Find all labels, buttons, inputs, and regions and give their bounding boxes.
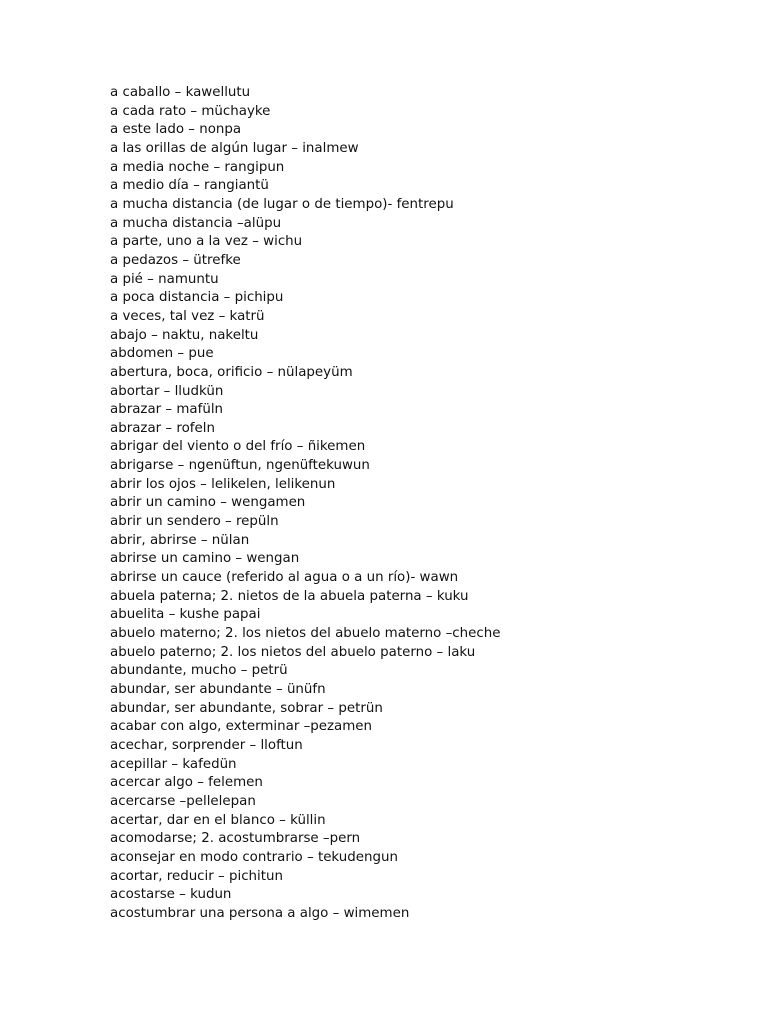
glossary-entry: abrir los ojos – lelikelen, lelikenun: [110, 476, 336, 492]
glossary-entry: a cada rato – müchayke: [110, 103, 271, 119]
glossary-entry: abundante, mucho – petrü: [110, 663, 288, 679]
glossary-entry: acomodarse; 2. acostumbrarse –pern: [110, 831, 361, 847]
glossary-entry: abrigar del viento o del frío – ñikemen: [110, 439, 366, 455]
glossary-entry: acostarse – kudun: [110, 887, 232, 903]
glossary-entry: a caballo – kawellutu: [110, 85, 251, 100]
glossary-entry: a mucha distancia (de lugar o de tiempo)- fentrepu: [110, 196, 454, 212]
glossary-entry: acertar, dar en el blanco – küllin: [110, 812, 326, 828]
glossary-entry: acabar con algo, exterminar –pezamen: [110, 719, 373, 735]
glossary-entry: abrir un camino – wengamen: [110, 495, 306, 511]
glossary-entry: abajo – naktu, nakeltu: [110, 327, 259, 343]
glossary-entry: acercar algo – felemen: [110, 775, 263, 791]
glossary-entry: abertura, boca, orificio – nülapeyüm: [110, 364, 353, 380]
glossary-entry: a mucha distancia –alüpu: [110, 215, 282, 231]
glossary-entry: abundar, ser abundante, sobrar – petrün: [110, 700, 383, 716]
glossary-entry: abuela paterna; 2. nietos de la abuela paterna – kuku: [110, 588, 469, 604]
glossary-entry: abrigarse – ngenüftun, ngenüftekuwun: [110, 458, 370, 474]
glossary-entry: abundar, ser abundante – ünüfn: [110, 682, 326, 697]
glossary-entry: abrir un sendero – repüln: [110, 514, 279, 530]
glossary-entry: a media noche – rangipun: [110, 159, 285, 175]
glossary-entry: a parte, uno a la vez – wichu: [110, 234, 303, 250]
glossary-entry: a veces, tal vez – katrü: [110, 308, 265, 324]
glossary-entry: abortar – lludkün: [110, 383, 224, 399]
glossary-entry: abrirse un camino – wengan: [110, 551, 300, 567]
glossary-entry: abrazar – mafüln: [110, 402, 224, 418]
glossary-entry: acepillar – kafedün: [110, 756, 237, 772]
glossary-entry: a poca distancia – pichipu: [110, 290, 284, 306]
glossary-entry: acercarse –pellelepan: [110, 793, 256, 809]
glossary-entry: aconsejar en modo contrario – tekudengun: [110, 849, 398, 865]
glossary-entry: a pedazos – ütrefke: [110, 252, 241, 268]
glossary-entry: acortar, reducir – pichitun: [110, 868, 283, 884]
glossary-entry: abrirse un cauce (referido al agua o a un río)- wawn: [110, 570, 459, 586]
glossary-entry: a medio día – rangiantü: [110, 178, 269, 194]
glossary-entry: abdomen – pue: [110, 346, 214, 362]
glossary-entry: a pié – namuntu: [110, 271, 219, 287]
glossary-entry: abrazar – rofeln: [110, 420, 215, 436]
glossary-entry: abuelita – kushe papai: [110, 607, 261, 623]
glossary-entry: a las orillas de algún lugar – inalmew: [110, 140, 359, 156]
glossary-entry: abrir, abrirse – nülan: [110, 532, 250, 548]
glossary-entry: a este lado – nonpa: [110, 122, 242, 138]
glossary-entry: acechar, sorprender – lloftun: [110, 737, 303, 753]
glossary-entry-list: [110, 84, 501, 924]
glossary-entry: acostumbrar una persona a algo – wimemen: [110, 905, 410, 921]
glossary-entry: abuelo materno; 2. los nietos del abuelo materno –cheche: [110, 626, 501, 642]
glossary-entry: abuelo paterno; 2. los nietos del abuelo paterno – laku: [110, 644, 476, 660]
